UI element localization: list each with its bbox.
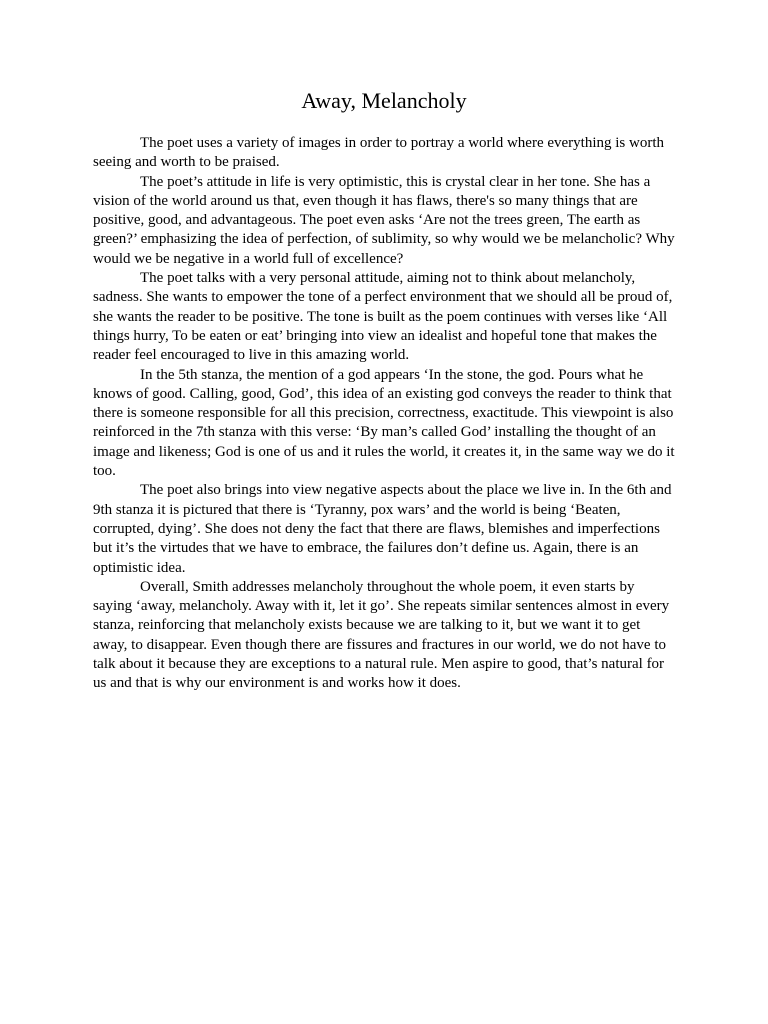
document-title: Away, Melancholy bbox=[301, 88, 467, 113]
paragraph-3: The poet talks with a very personal attitude, aiming not to think about melancholy, sadness. She wants to empower the tone of a perfect environment that we should all be proud of, she wants the reader to be positive. The tone is built as the poem continues with verses like ‘All things hurry, To be eaten or eat’ bringing into view an idealist and hopeful tone that makes the reader feel encouraged to live in this amazing world. bbox=[93, 270, 673, 364]
paragraph-6: Overall, Smith addresses melancholy throughout the whole poem, it even starts by saying ‘away, melancholy. Away with it, let it go’. She repeats similar sentences almost in every stanza, reinforcing that melancholy exists because we are talking to it, but we want it to get away, to disappear. Even though there are fissures and fractures in our world, we do not have to talk about it because they are exceptions to a natural rule. Men aspire to good, that’s natural for us and that is why our environment is and works how it does. bbox=[93, 578, 670, 692]
paragraph-4: In the 5th stanza, the mention of a god appears ‘In the stone, the god. Pours what he knows of good. Calling, good, God’, this idea of an existing god conveys the reader to think that there is someone responsible for all this precision, correctness, exactitude. This viewpoint is also reinforced in the 7th stanza with this verse: ‘By man’s called God’ installing the thought of an image and likeness; God is one of us and it rules the world, it creates it, in the same way we do it too. bbox=[93, 366, 675, 480]
document-page bbox=[93, 86, 675, 694]
paragraph-2: The poet’s attitude in life is very optimistic, this is crystal clear in her tone. She has a vision of the world around us that, even though it has flaws, there's so many things that are positive, good, and advantageous. The poet even asks ‘Are not the trees green, The earth as green?’ emphasizing the idea of perfection, of sublimity, so why would we be melancholic? Why would we be negative in a world full of excellence? bbox=[93, 173, 675, 267]
paragraph-1: The poet uses a variety of images in order to portray a world where everything is worth seeing and worth to be praised. bbox=[93, 135, 665, 171]
paragraph-5: The poet also brings into view negative aspects about the place we live in. In the 6th and 9th stanza it is pictured that there is ‘Tyranny, pox wars’ and the world is being ‘Beaten, corrupted, dying’. She does not deny the fact that there are flaws, blemishes and imperfections but it’s the virtudes that we have to embrace, the failures don’t define us. Again, there is an optimistic idea. bbox=[93, 482, 672, 576]
